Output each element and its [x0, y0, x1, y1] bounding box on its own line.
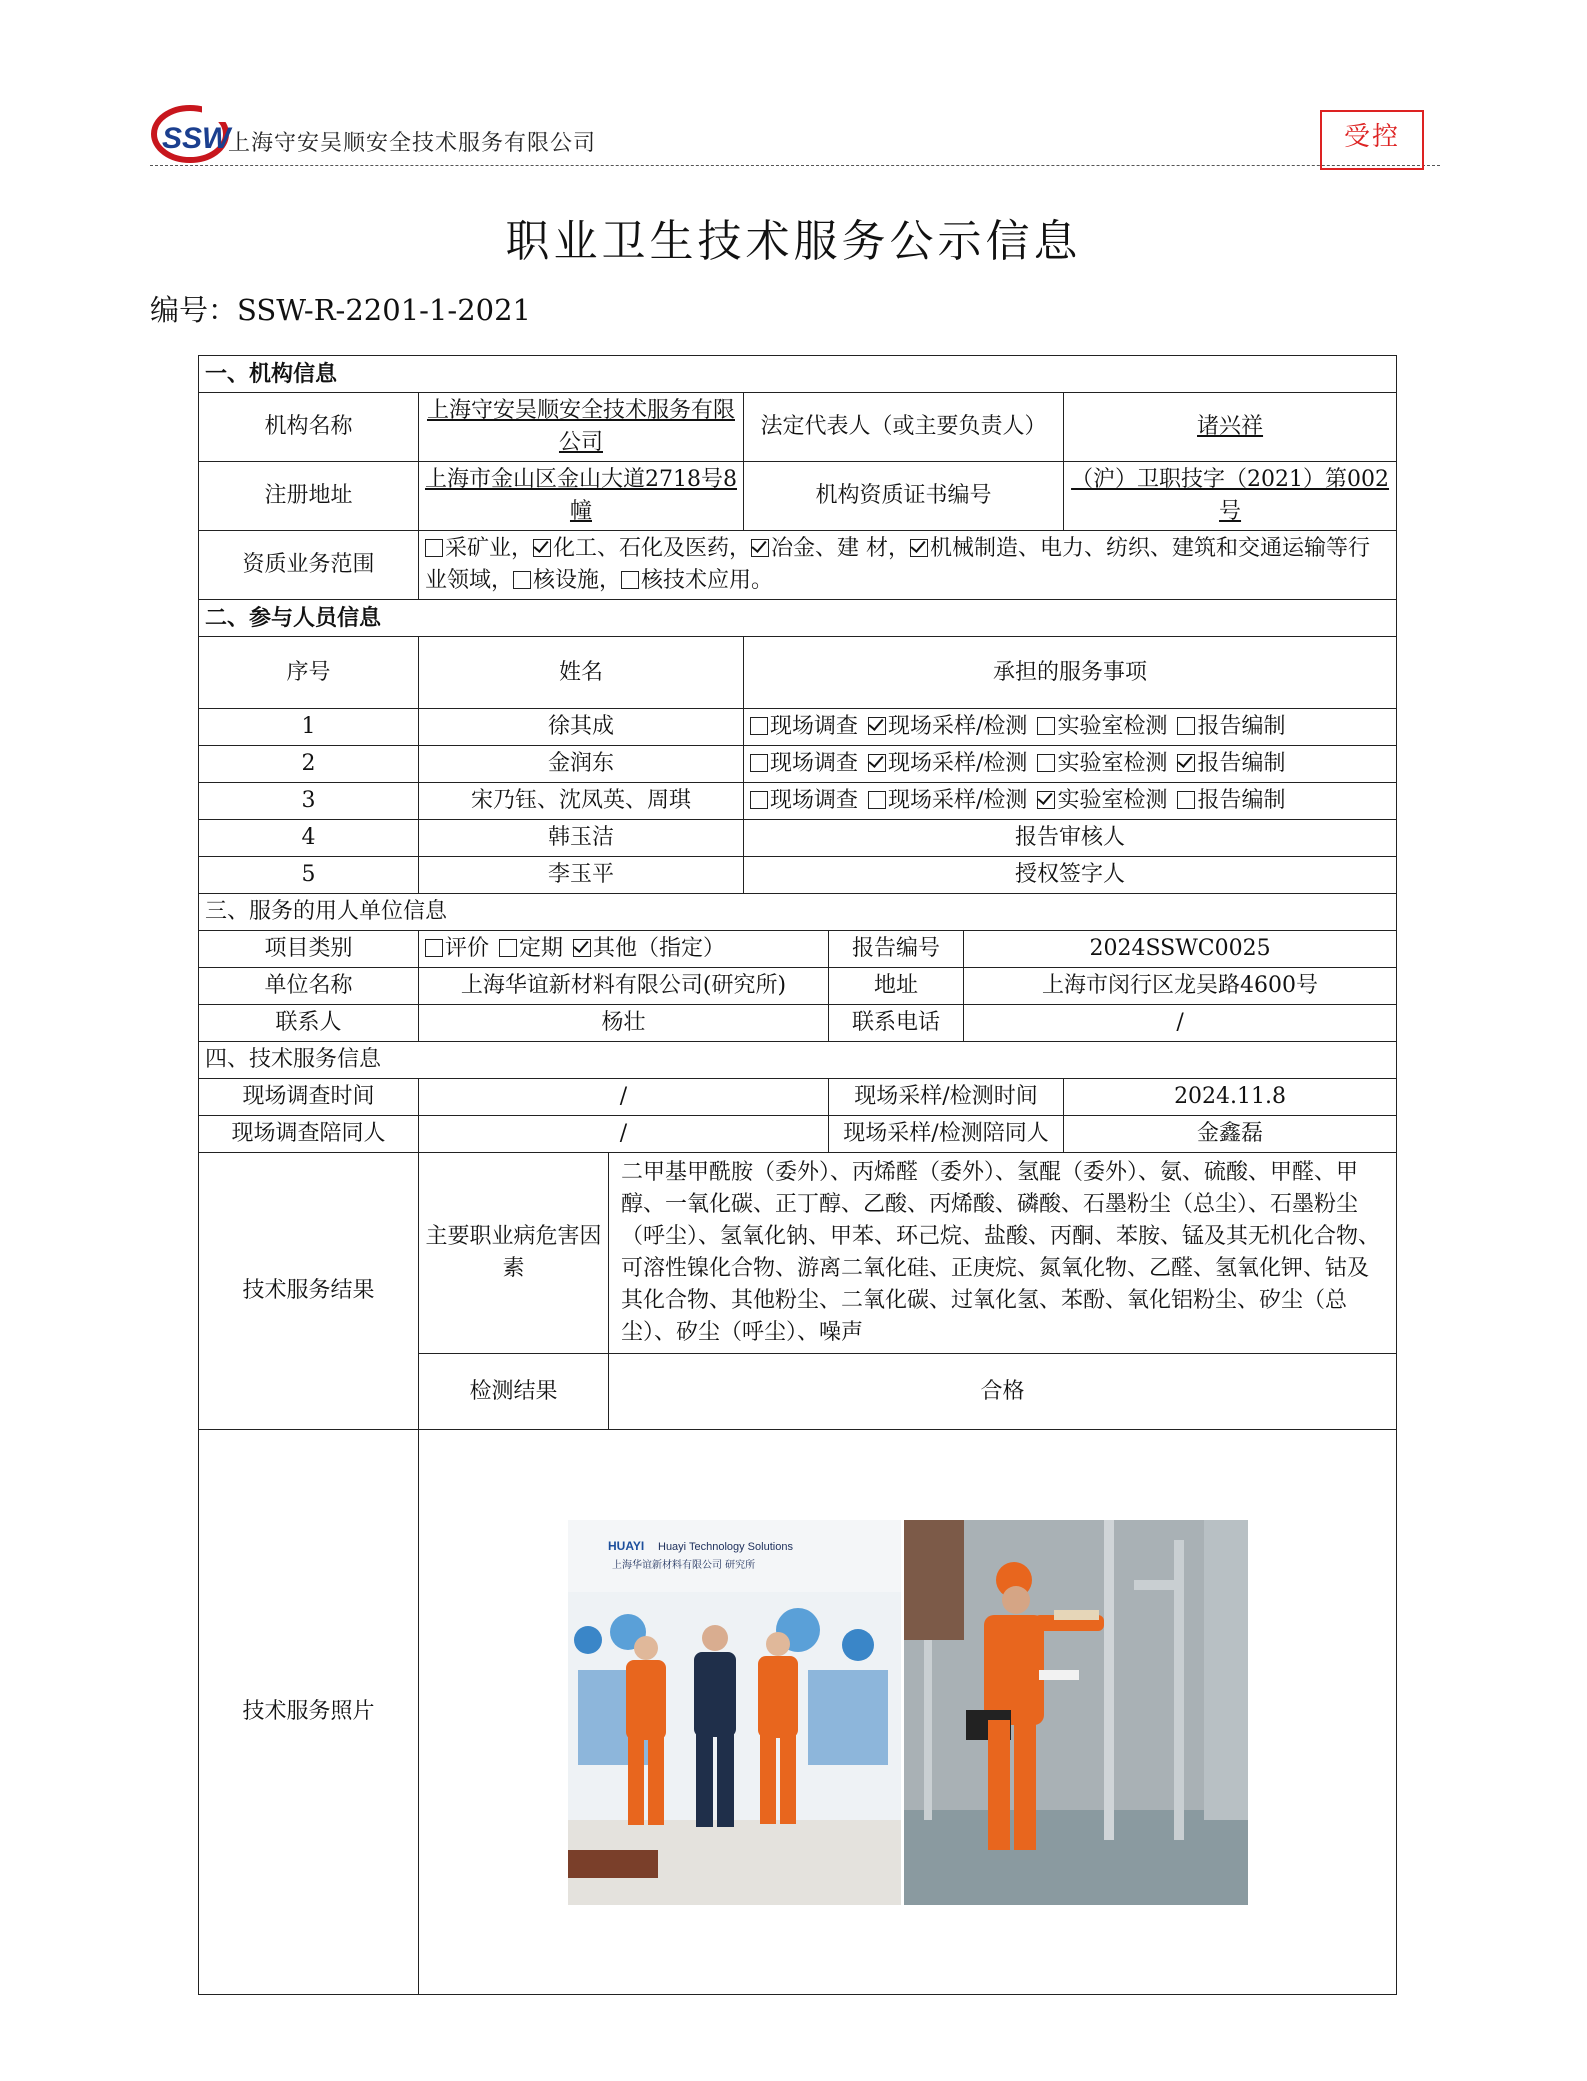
- contact-value: 杨壮: [419, 1005, 829, 1042]
- document-number: 编号：SSW-R-2201-1-2021: [150, 293, 532, 327]
- ssw-logo-icon: [150, 100, 240, 166]
- controlled-stamp: 受控: [1320, 110, 1424, 170]
- personnel-row: [199, 709, 1397, 746]
- col-name-header: 姓名: [419, 637, 744, 709]
- category-label: 项目类别: [199, 931, 419, 968]
- col-no-header: 序号: [199, 637, 419, 709]
- header-divider: [150, 165, 1440, 166]
- row-no: 1: [199, 709, 419, 746]
- survey-time-label: 现场调查时间: [199, 1079, 419, 1116]
- row-name: 徐其成: [419, 709, 744, 746]
- report-no-label: 报告编号: [829, 931, 964, 968]
- checkbox-icon: [499, 939, 517, 957]
- checkbox-icon: [533, 539, 551, 557]
- test-result-value: 合格: [609, 1354, 1397, 1430]
- svg-text:SSW: SSW: [162, 122, 231, 155]
- legal-rep-label: 法定代表人（或主要负责人）: [744, 393, 1064, 462]
- sampling-escort-value: 金鑫磊: [1064, 1116, 1397, 1153]
- sampling-time-value: 2024.11.8: [1064, 1079, 1397, 1116]
- row-no: 3: [199, 783, 419, 820]
- hazards-label: 主要职业病危害因素: [419, 1153, 609, 1354]
- personnel-row: [199, 820, 1397, 857]
- section-2-heading: 二、参与人员信息: [199, 600, 1397, 637]
- section-4-heading: 四、技术服务信息: [199, 1042, 1397, 1079]
- org-name-label: 机构名称: [199, 393, 419, 462]
- section-3-heading: 三、服务的用人单位信息: [199, 894, 1397, 931]
- checkbox-icon: [750, 754, 768, 772]
- team-photo: [568, 1520, 901, 1905]
- checkbox-icon: [910, 539, 928, 557]
- survey-time-value: /: [419, 1079, 829, 1116]
- unit-label: 单位名称: [199, 968, 419, 1005]
- scope-value: [419, 531, 1397, 600]
- test-result-label: 检测结果: [419, 1354, 609, 1430]
- org-name-value: 上海守安吴顺安全技术服务有限公司: [419, 393, 744, 462]
- row-name: 李玉平: [419, 857, 744, 894]
- sampling-escort-label: 现场采样/检测陪同人: [829, 1116, 1064, 1153]
- addr-label: 地址: [829, 968, 964, 1005]
- personnel-row: [199, 783, 1397, 820]
- checkbox-icon: [1037, 717, 1055, 735]
- page-title: 职业卫生技术服务公示信息: [505, 216, 1082, 267]
- checkbox-icon: [751, 539, 769, 557]
- checkbox-icon: [425, 939, 443, 957]
- row-no: 4: [199, 820, 419, 857]
- checkbox-icon: [425, 539, 443, 557]
- svg-text:HUAYI: HUAYI: [607, 1538, 644, 1553]
- unit-value: 上海华谊新材料有限公司(研究所): [419, 968, 829, 1005]
- checkbox-icon: [868, 717, 886, 735]
- row-duty-text: 授权签字人: [744, 857, 1397, 894]
- scope-item: 核技术应用。: [621, 568, 773, 593]
- page-header: [150, 100, 1440, 168]
- personnel-row: [199, 746, 1397, 783]
- onsite-sampling-photo: [904, 1520, 1248, 1905]
- svg-text:Huayi Technology Solutions: Huayi Technology Solutions: [657, 1540, 793, 1553]
- survey-escort-label: 现场调查陪同人: [199, 1116, 419, 1153]
- scope-item: 核设施，: [513, 568, 621, 593]
- cert-label: 机构资质证书编号: [744, 462, 1064, 531]
- company-name: 上海守安吴顺安全技术服务有限公司: [228, 131, 597, 156]
- scope-item: 化工、石化及医药，: [533, 536, 751, 561]
- row-duties: 现场调查 现场采样/检测 实验室检测 报告编制: [744, 783, 1397, 820]
- legal-rep-value: 诸兴祥: [1064, 393, 1397, 462]
- scope-item: 机械制造、电力、纺织、建筑和交通运输等行业领域，: [425, 536, 1371, 593]
- row-duty-text: 报告审核人: [744, 820, 1397, 857]
- section-1-heading: 一、机构信息: [199, 356, 1397, 393]
- addr-value: 上海市闵行区龙吴路4600号: [964, 968, 1397, 1005]
- photo-label: 技术服务照片: [199, 1430, 419, 1995]
- survey-escort-value: /: [419, 1116, 829, 1153]
- sampling-time-label: 现场采样/检测时间: [829, 1079, 1064, 1116]
- phone-value: /: [964, 1005, 1397, 1042]
- checkbox-icon: [1037, 754, 1055, 772]
- checkbox-icon: [1037, 791, 1055, 809]
- row-no: 5: [199, 857, 419, 894]
- checkbox-icon: [513, 571, 531, 589]
- photo-group: [568, 1520, 1248, 1905]
- address-label: 注册地址: [199, 462, 419, 531]
- scope-label: 资质业务范围: [199, 531, 419, 600]
- checkbox-icon: [1177, 717, 1195, 735]
- row-name: 韩玉洁: [419, 820, 744, 857]
- cert-value: （沪）卫职技字（2021）第002号: [1064, 462, 1397, 531]
- report-no-value: 2024SSWC0025: [964, 931, 1397, 968]
- checkbox-icon: [573, 939, 591, 957]
- info-table: [198, 355, 1397, 1995]
- hazards-value: 二甲基甲酰胺（委外）、丙烯醛（委外）、氢醌（委外）、氨、硫酸、甲醛、甲醇、一氧化碳、正丁醇、乙酸、丙烯酸、磷酸、石墨粉尘（总尘）、石墨粉尘（呼尘）、氢氧化钠、甲苯、环己烷、盐酸、丙酮、苯胺、锰及其无机化合物、可溶性镍化合物、游离二氧化硅、正庚烷、氮氧化物、乙醛、氢氧化钾、钴及其化合物、其他粉尘、二氧化碳、过氧化氢、苯酚、氧化铝粉尘、矽尘（总尘）、矽尘（呼尘）、噪声: [609, 1153, 1397, 1354]
- scope-item: 采矿业，: [425, 536, 533, 561]
- row-name: 宋乃钰、沈凤英、周琪: [419, 783, 744, 820]
- checkbox-icon: [1177, 791, 1195, 809]
- category-value: 评价 定期 其他（指定）: [419, 931, 829, 968]
- phone-label: 联系电话: [829, 1005, 964, 1042]
- checkbox-icon: [868, 754, 886, 772]
- checkbox-icon: [1177, 754, 1195, 772]
- personnel-row: [199, 857, 1397, 894]
- row-duties: 现场调查 现场采样/检测 实验室检测 报告编制: [744, 709, 1397, 746]
- result-label: 技术服务结果: [199, 1153, 419, 1430]
- svg-text:上海华谊新材料有限公司 研究所: 上海华谊新材料有限公司 研究所: [611, 1559, 755, 1571]
- photo-area: [419, 1430, 1397, 1995]
- checkbox-icon: [621, 571, 639, 589]
- scope-item: 冶金、建 材，: [751, 536, 910, 561]
- address-value: 上海市金山区金山大道2718号8幢: [419, 462, 744, 531]
- row-name: 金润东: [419, 746, 744, 783]
- checkbox-icon: [750, 717, 768, 735]
- contact-label: 联系人: [199, 1005, 419, 1042]
- checkbox-icon: [868, 791, 886, 809]
- row-no: 2: [199, 746, 419, 783]
- col-duty-header: 承担的服务事项: [744, 637, 1397, 709]
- checkbox-icon: [750, 791, 768, 809]
- row-duties: 现场调查 现场采样/检测 实验室检测 报告编制: [744, 746, 1397, 783]
